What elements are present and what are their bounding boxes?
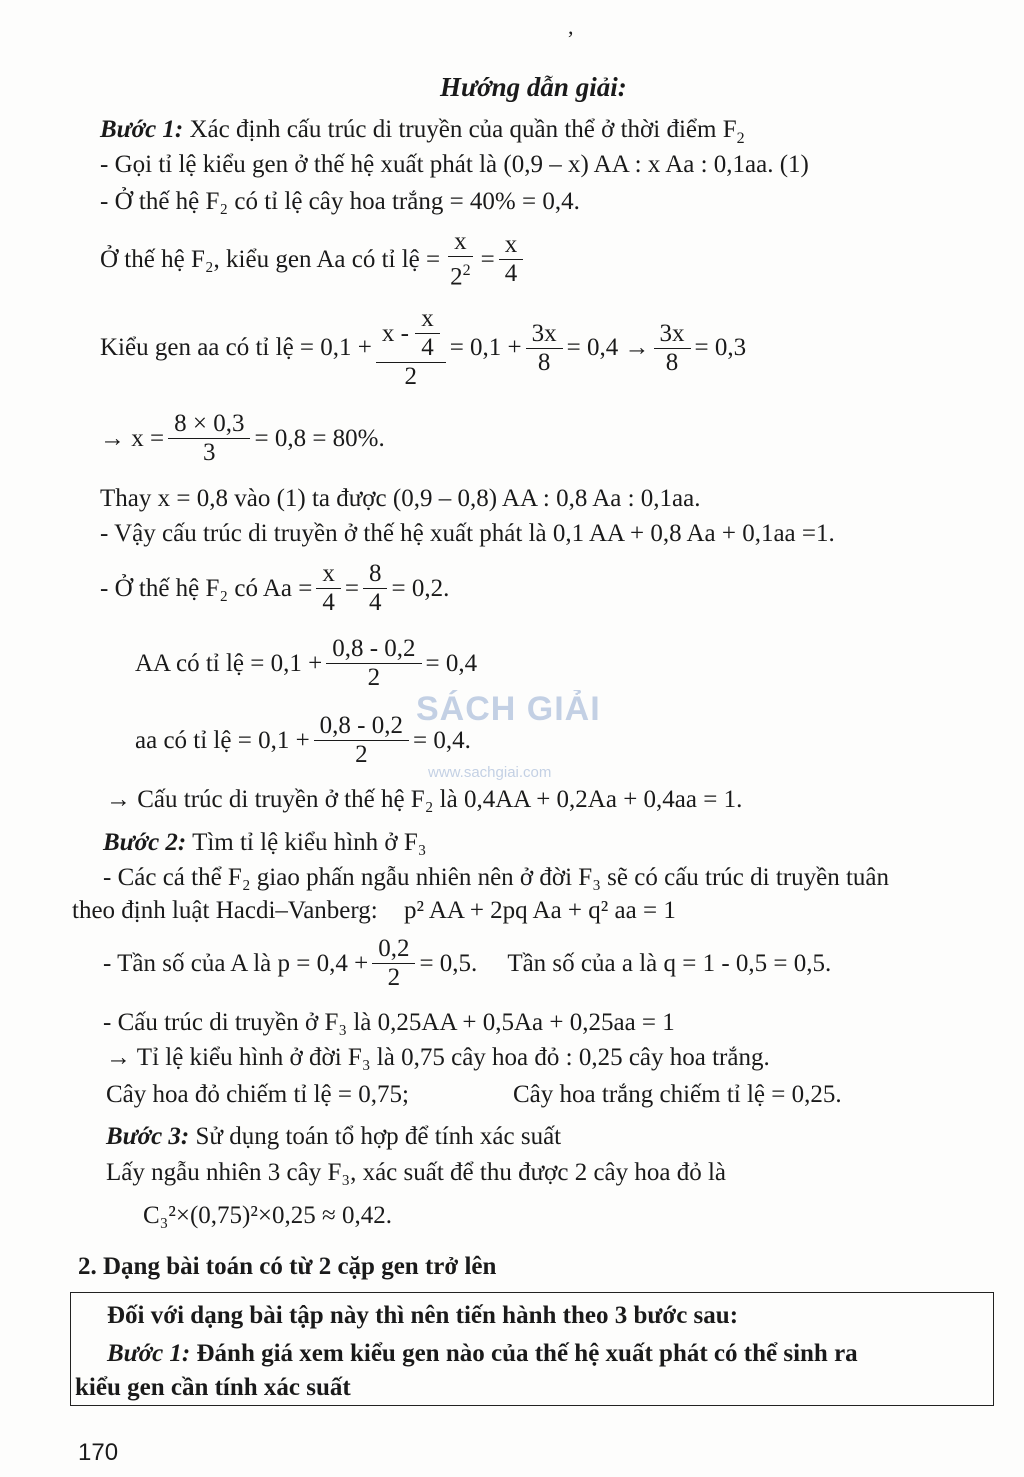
line-aa2-prefix: aa có tỉ lệ = 0,1 + <box>135 726 310 754</box>
step1-label: Bước 1: <box>100 116 184 143</box>
fraction-08-02-2: $\frac{0,8 - 0,2}{2}$ <box>326 635 421 692</box>
step3-line <box>106 1122 561 1152</box>
line-tanso-a: Tần số của a là q = 1 - 0,5 = 0,5. <box>507 949 832 977</box>
line-formula: C₃²×(0,75)²×0,25 ≈ 0,42. <box>143 1202 392 1229</box>
line-f2-white: - Ở thế hệ F₂ có tỉ lệ cây hoa trắng = 40% = 0,4. <box>100 188 580 215</box>
line-cautruc-f2: → Cấu trúc di truyền ở thế hệ F₂ là 0,4AA + 0,2Aa + 0,4aa = 1. <box>106 786 743 813</box>
fraction-x-over-4: $\frac{x}{4}$ <box>499 231 524 288</box>
step3-label: Bước 3: <box>106 1123 190 1150</box>
line-aa-prefix: Ở thế hệ F₂, kiểu gen Aa có tỉ lệ = <box>100 245 441 273</box>
line-thay: Thay x = 0,8 vào (1) ta được (0,9 – 0,8) AA : 0,8 Aa : 0,1aa. <box>100 485 701 512</box>
line-tanso-prefix: - Tần số của A là p = 0,4 + <box>103 949 369 977</box>
fraction-8x03-3: $\frac{8 \times 0,3}{3}$ <box>168 410 250 467</box>
watermark <box>416 690 616 780</box>
fraction-x-4-b: $\frac{x}{4}$ <box>316 560 341 617</box>
watermark-brand: SÁCH GIẢI <box>416 690 601 728</box>
box-step-label: Bước 1: <box>107 1340 191 1367</box>
box-line3: kiểu gen cần tính xác suất <box>75 1374 351 1401</box>
fraction-08-02-2-b: $\frac{0,8 - 0,2}{2}$ <box>314 712 409 769</box>
line-x-calc <box>100 410 385 467</box>
line-tanso-mid: = 0,5. <box>419 949 478 977</box>
line-x-result: = 0,8 = 80%. <box>254 424 385 452</box>
line-tanso <box>103 935 831 992</box>
line-AA-ratio: AA có tỉ lệ = 0,1 + $\frac{0,8 - 0,2}{2}$ = 0,4 <box>135 635 478 691</box>
line-aa2-ratio: aa có tỉ lệ = 0,1 + $\frac{0,8 - 0,2}{2}$ = 0,4. <box>135 712 471 768</box>
fraction-nested: x - $\frac{x}{4}$ 2 <box>376 305 446 391</box>
step1-line: Bước 1: Xác định cấu trúc di truyền của quần thể ở thời điểm $F_2$ <box>100 116 745 147</box>
fraction-02-2: $\frac{0,2}{2}$ <box>372 935 415 992</box>
line-cautruc-f3: - Cấu trúc di truyền ở F₃ là 0,25AA + 0,5Aa + 0,25aa = 1 <box>103 1009 675 1036</box>
line-do: Cây hoa đỏ chiếm tỉ lệ = 0,75; <box>106 1081 409 1108</box>
line-layngau: Lấy ngẫu nhiên 3 cây F₃, xác suất để thu được 2 cây hoa đỏ là <box>106 1159 727 1186</box>
line-trang: Cây hoa trắng chiếm tỉ lệ = 0,25. <box>513 1081 842 1108</box>
box-line1: Đối với dạng bài tập này thì nên tiến hành theo 3 bước sau: <box>107 1302 739 1329</box>
step2-text: Tìm tỉ lệ kiểu hình ở F₃ <box>192 829 427 856</box>
line-call: - Gọi tỉ lệ kiểu gen ở thế hệ xuất phát là (0,9 – x) AA : x Aa : 0,1aa. (1) <box>100 151 809 178</box>
solution-heading: Hướng dẫn giải: <box>440 72 627 102</box>
fraction-3x-8: $\frac{3x}{8}$ <box>526 320 563 377</box>
line-vay: - Vậy cấu trúc di truyền ở thế hệ xuất phát là 0,1 AA + 0,8 Aa + 0,1aa =1. <box>100 520 835 547</box>
hardy-weinberg-equation: p² AA + 2pq Aa + q² aa = 1 <box>403 897 676 924</box>
line-f2-aa: - Ở thế hệ F₂ có Aa = $\frac{x}{4}$ = $\frac{8}{4}$ = 0,2. <box>100 560 450 616</box>
box-step-text: Đánh giá xem kiểu gen nào của thế hệ xuất phát có thể sinh ra <box>196 1340 858 1367</box>
line-aa-ratio: Ở thế hệ F₂, kiểu gen Aa có tỉ lệ = $\frac{x}{2^2}$ = $\frac{x}{4}$ <box>100 228 527 291</box>
fraction-8-4: $\frac{8}{4}$ <box>363 560 388 617</box>
section2-heading: 2. Dạng bài toán có từ 2 cặp gen trở lên <box>78 1253 497 1280</box>
step2-line <box>103 828 427 858</box>
fraction-3x-8-b: $\frac{3x}{8}$ <box>654 320 691 377</box>
fraction-x-over-2sq: $\frac{x}{2^2}$ <box>450 228 471 291</box>
line-dinhluat-text: theo định luật Hacdi–Vanberg: <box>72 897 378 924</box>
line-kg-aa: Kiểu gen aa có tỉ lệ = 0,1 + x - $\frac{x}{4}$ 2 = 0,1 + $\frac{3x}{8}$ = 0,4 → $\frac{3x}{8}$ = 0,3 <box>100 305 747 390</box>
step2-label: Bước 2: <box>103 829 187 856</box>
page-number: 170 <box>78 1439 119 1466</box>
line-AA-prefix: AA có tỉ lệ = 0,1 + <box>135 649 323 677</box>
line-tile-kh: → Tỉ lệ kiểu hình ở đời F₃ là 0,75 cây hoa đỏ : 0,25 cây hoa trắng. <box>106 1044 770 1071</box>
watermark-url: www.sachgiai.com <box>428 764 552 781</box>
line-f2aa-prefix: - Ở thế hệ F₂ có Aa = <box>100 574 313 602</box>
box-line2 <box>107 1339 858 1369</box>
line-x-prefix: → x = <box>100 424 165 452</box>
step3-text: Sử dụng toán tổ hợp để tính xác suất <box>195 1123 562 1150</box>
line-kg-prefix: Kiểu gen aa có tỉ lệ = 0,1 + <box>100 334 372 361</box>
step1-text: Xác định cấu trúc di truyền của quần thể ở thời điểm F <box>189 116 737 143</box>
line-dinhluat <box>72 896 676 926</box>
stray-mark: , <box>568 14 574 39</box>
steps-box <box>70 1292 994 1406</box>
line-cacathe: - Các cá thể F₂ giao phấn ngẫu nhiên nên ở đời F₃ sẽ có cấu trúc di truyền tuân <box>103 864 890 891</box>
